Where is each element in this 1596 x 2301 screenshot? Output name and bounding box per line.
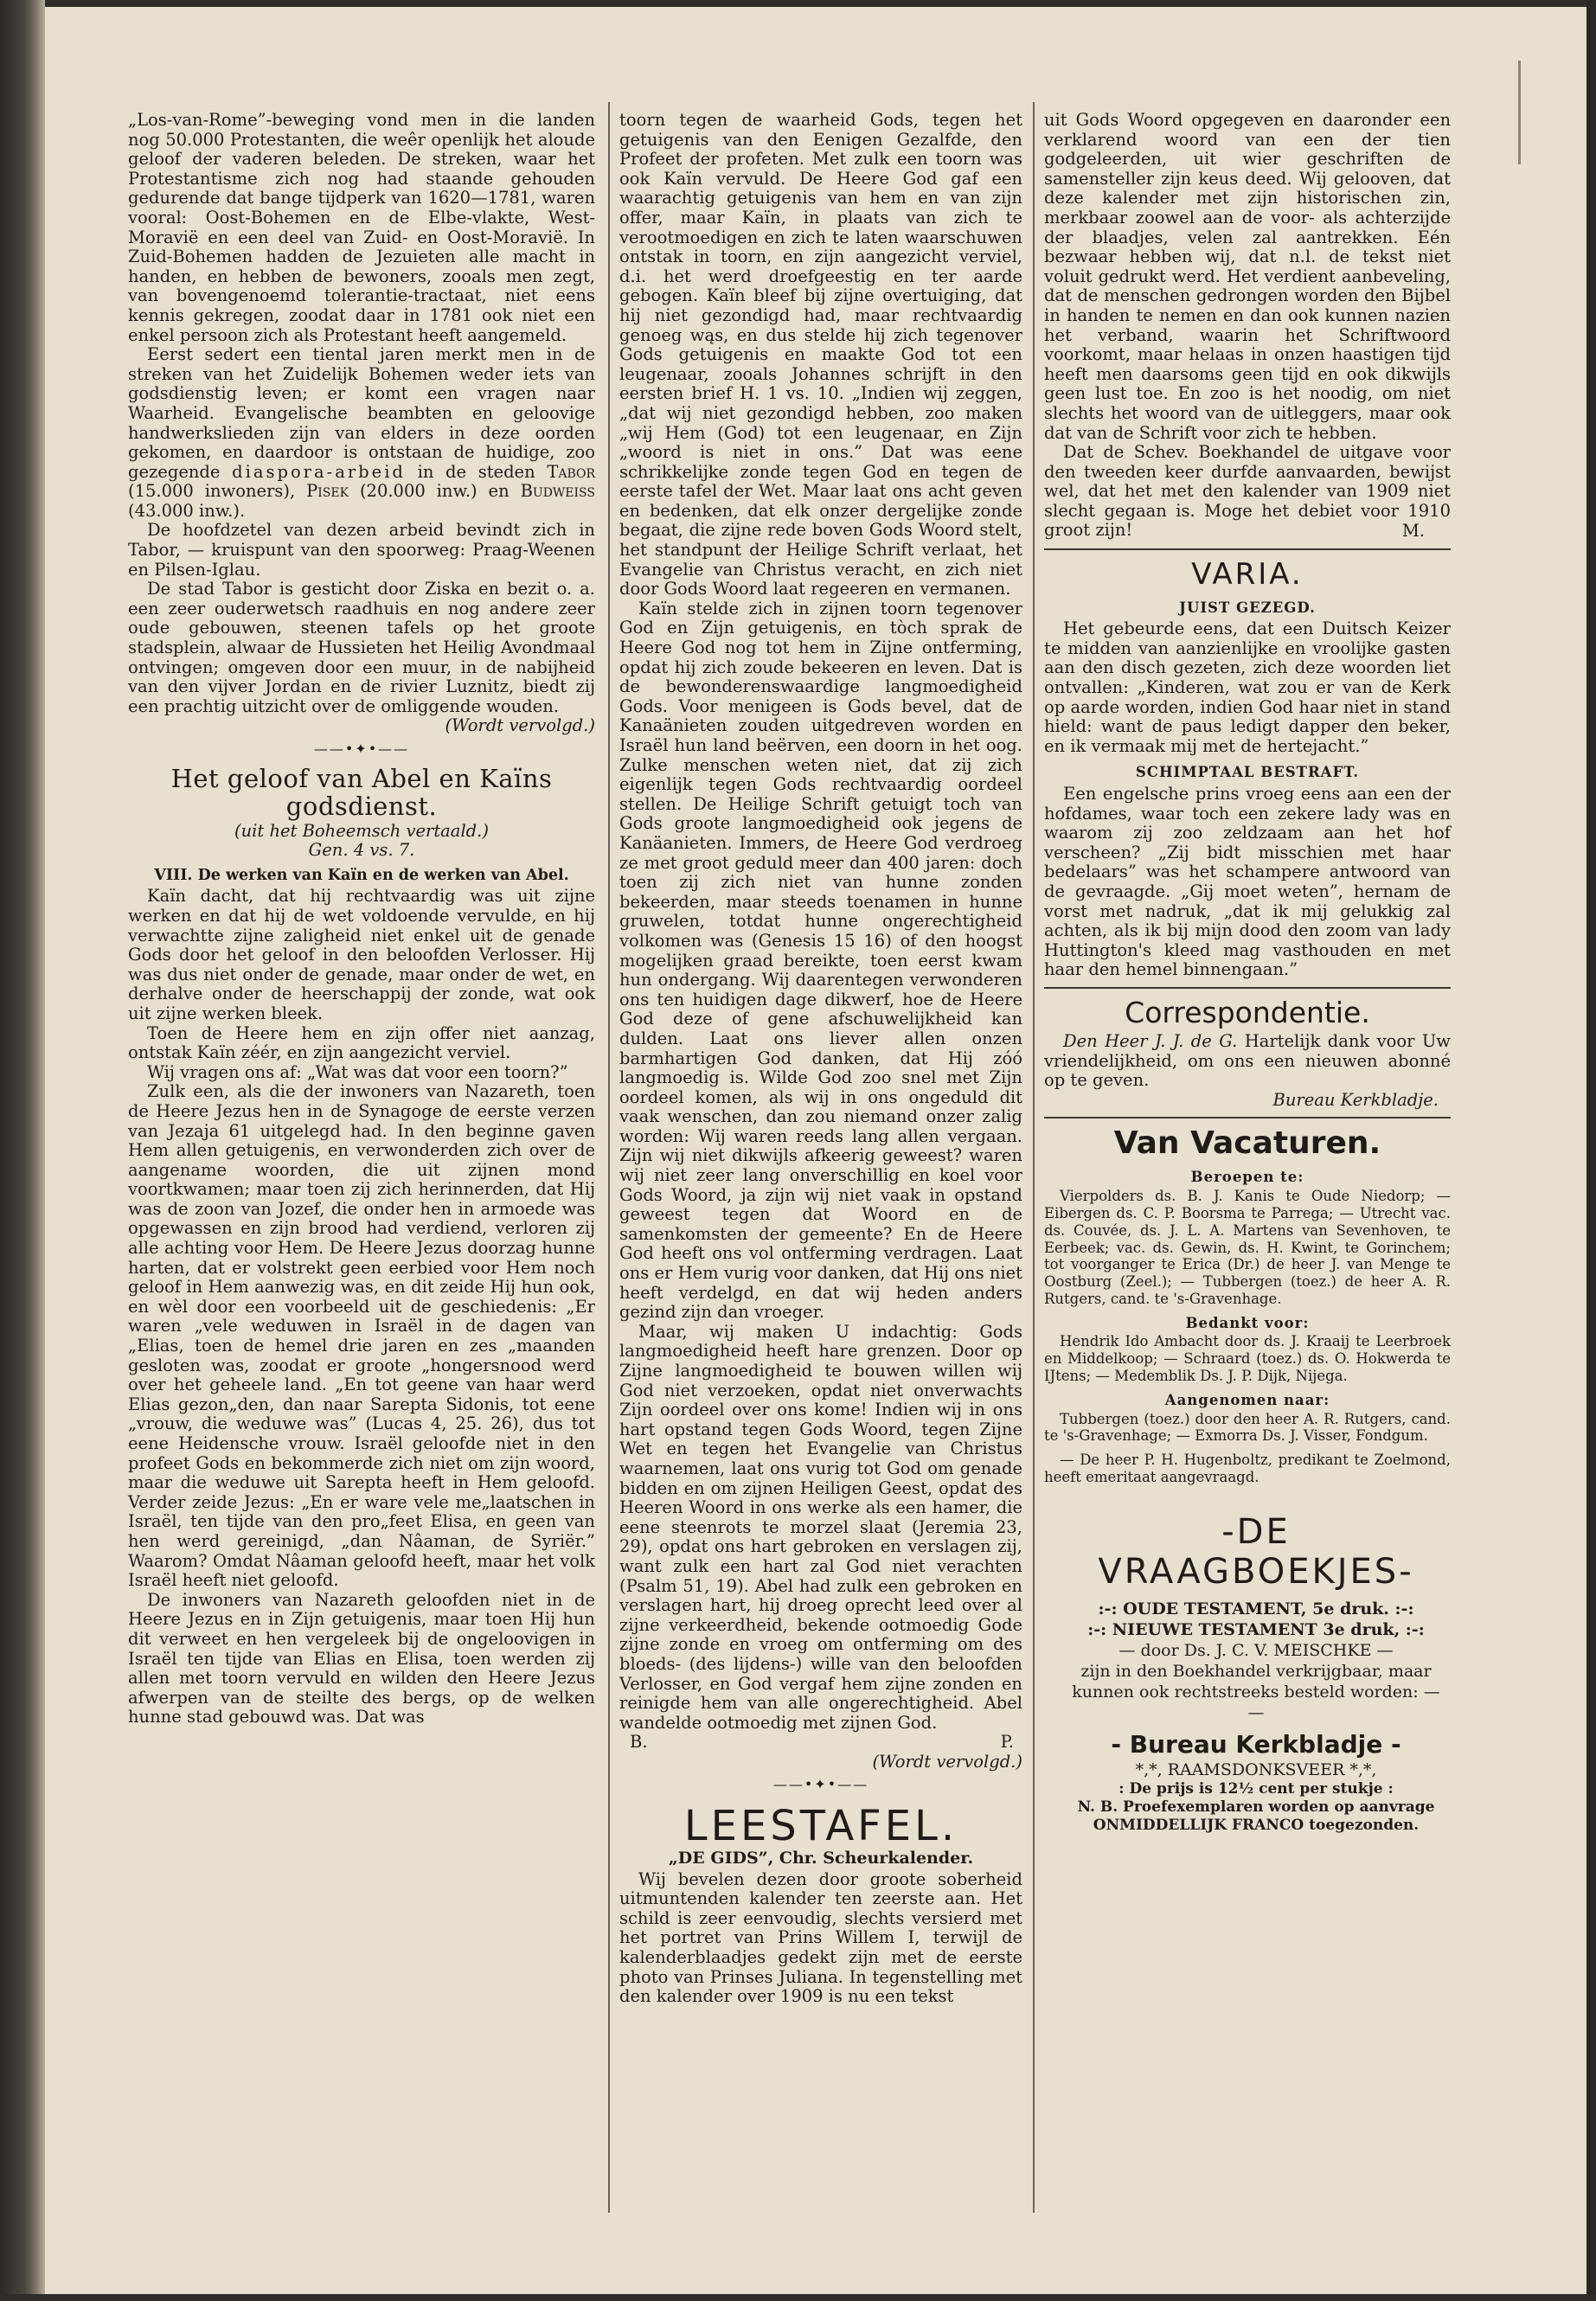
page-top-edge	[0, 0, 1596, 7]
paragraph: Zulk een, als die der inwoners van Nazareth, toen de Heere Jezus hen in de Synagoge de eerste verzen van Jezaja 61 uitgelegd had. In den beginne gaven Hem allen getuigenis, en verwonderden zich over de aangename woorden, die uit zijnen mond voortkwamen; maar toen zij zich herinnerden, dat Hij was de zoon van Jozef, die onder hen in armoede was opgewassen en zijn brood had verdiend, verloren zij alle achting voor Hem. De Heere Jezus doorzag hunne harten, dat er volstrekt geen eerbied voor Hem noch geloof in Hem aanwezig was, en dit zeide Hij hun ook, en wèl door een voorbeeld uit de geschiedenis: „Er waren „vele weduwen in Israël in de dagen van „Elias, toen de hemel drie jaren en zes „maanden gesloten was, zoodat er groote „hongersnood werd over het geheele land. „En tot geene van haar werd Elias gezon„den, dan naar Sarepta Sidonis, tot eene „vrouw, die weduwe was” (Lucas 4, 25. 26), dus tot eene Heidensche vrouw. Israël geloofde niet in den profeet Gods en bekommerde zich niet om zijn woord, maar die weduwe uit Sarepta heeft in Hem geloofd. Verder zeide Jezus: „En er ware vele me„laatschen in Israël, ten tijde van den pro„feet Elisa, en geen van hen werd gereinigd, „dan Nâaman, de Syriër.” Waarom? Omdat Nâaman geloofd heeft, maar het volk Israël heeft niet geloofd.	[128, 1081, 595, 1591]
advertisement	[1070, 1512, 1442, 1835]
city-tabor: Tabor	[547, 461, 596, 482]
article-title-line-1: Het geloof van Abel en Kaïns	[170, 763, 553, 793]
paragraph: Tubbergen (toez.) door den heer A. R. Rutgers, cand. te 's-Gravenhage; — Exmorra Ds. J. Visser, Fondgum.	[1044, 1410, 1451, 1445]
city-budweiss: Budweiss	[520, 481, 595, 502]
article-subtitle: (uit het Boheemsch vertaald.)	[234, 820, 489, 841]
page-right-edge	[1586, 0, 1596, 2301]
margin-mark	[1518, 61, 1521, 164]
leestafel-subheading: „DE GIDS”, Chr. Scheurkalender.	[668, 1849, 974, 1868]
signature: M.	[1401, 521, 1425, 542]
text-span: Eerst sedert een tiental jaren merkt men in de streken van het Zuidelijk Bohemen weder iets van godsdienstig leven; er komt een vragen naar Waarheid. Evangelische beambten en geloovige handwerkslieden zijn van elders in deze oorden gekomen, en daardoor is ontstaan de huidige, zoo gezegende	[128, 344, 595, 482]
ad-price: : De prijs is 12½ cent per stukje :	[1118, 1779, 1394, 1798]
text-span: (15.000 inwoners),	[128, 481, 296, 502]
ornament-divider: ——•✦•——	[772, 1776, 869, 1793]
varia-subheading: JUIST GEZEGD.	[1179, 599, 1316, 616]
text-span: (43.000 inw.).	[128, 500, 246, 521]
column-3	[1044, 111, 1451, 1835]
vacaturen-subheading: Aangenomen naar:	[1164, 1391, 1330, 1408]
paragraph: Dat de Schev. Boekhandel de uitgave voor den tweeden keer durfde aanvaarden, bewijst wel, dat het met den kalender van 1909 niet slecht gegaan is. Moge het debiet voor 1910 groot zijn!	[1044, 442, 1451, 541]
paragraph: De stad Tabor is gesticht door Ziska en bezit o. a. een zeer ouderwetsch raadhuis en nog andere zeer oude gebouwen, steenen tafels op het groote stadsplein, alwaar de Hussieten het Heilig Avondmaal ontvingen; omgeven door een muur, in de nabijheid van den vijver Jordan en de rivier Luznitz, biedt zij een prachtig uitzicht over de omliggende wouden.	[128, 579, 595, 716]
paragraph: De inwoners van Nazareth geloofden niet in de Heere Jezus en in Zijn getuigenis, maar toen Hij hun dit verweet en hen vergeleek bij de ongeloovigen in Israël ten tijde van Elias en Elisa, toen werden zij allen met toorn vervuld en wilden den Heere Jezus afwerpen van de steilte des bergs, op de welken hunne stad gebouwd was. Dat was	[128, 1589, 595, 1727]
paragraph: „Los-van-Rome”-beweging vond men in die landen nog 50.000 Protestanten, die weêr openlijk het aloude geloof der vaderen beleden. De streken, waar het Protestantisme zich nog had staande gehouden gedurende dat bange tijdperk van 1620—1781, waren vooral: Oost-Bohemen en de Elbe-vlakte, West-Moravië en een deel van Zuid- en Oost-Moravië. In Zuid-Bohemen hadden de Jezuieten alle macht in handen, en hebben de bewoners, zooals men zegt, van bovengenoemd tolerantie-tractaat, niet eens kennis gekregen, zoodat daar in 1781 ook niet een enkel persoon zich als Protestant heeft aangemeld.	[128, 110, 595, 345]
column-divider-1	[608, 102, 610, 2213]
ad-proof: N. B. Proefexemplaren worden op aanvrage ONMIDDELLIJK FRANCO toegezonden.	[1077, 1798, 1435, 1834]
ad-line: :-: NIEUWE TESTAMENT 3e druk, :-:	[1087, 1619, 1425, 1639]
paragraph: Wij bevelen dezen door groote soberheid uitmuntenden kalender ten zeerste aan. Het schild is zeer eenvoudig, slechts versierd met het portret van Prins Willem I, terwijl de kalenderblaadjes gedekt zijn met de eerste photo van Prinses Juliana. In tegenstelling met den kalender over 1909 is nu een tekst	[619, 1868, 1022, 2007]
column-divider-2	[1033, 102, 1035, 2213]
section-rule	[1044, 548, 1451, 550]
vacaturen-subheading: Bedankt voor:	[1185, 1314, 1310, 1331]
vacaturen-heading: Van Vacaturen.	[1113, 1125, 1381, 1162]
ad-title: -DE VRAAGBOEKJES-	[1098, 1511, 1414, 1592]
continued-note: (Wordt vervolgd.)	[872, 1751, 1022, 1772]
ornament-divider: ——•✦•——	[313, 740, 410, 757]
correspondentie-heading: Correspondentie.	[1125, 995, 1370, 1029]
paragraph: Hendrik Ido Ambacht door ds. J. Kraaij te Leerbroek en Middelkoop; — Schraard (toez.) ds. O. Hokwerda te IJtens; — Medemblik Ds. J. P. Dijk, Nijega.	[1044, 1333, 1451, 1385]
spaced-text: diaspora-arbeid	[232, 461, 406, 482]
paragraph: uit Gods Woord opgegeven en daaronder een verklarend woord van een der tien godgeleerden, uit wier geschriften de samensteller zijn keus deed. Wij gelooven, dat deze kalender met zijn historischen zin, merkbaar zoowel aan de voor- als achterzijde der blaadjes, velen zal aantrekken. Eén bezwaar hebben wij, dat n.l. de tekst niet voluit gedrukt werd. Het verdient aanbeveling, dat de menschen gedrongen worden den Bijbel in handen te nemen en dan ook kunnen nazien het verband, waarin het Schriftwoord voorkomt, maar helaas in onzen haastigen tijd heeft men daarsoms geen tijd en ook dikwijls geen lust toe. En zoo is het noodig, om niet slechts het woord van de uitleggers, maar ook dat van de Schrift voor zich te hebben.	[1044, 110, 1451, 443]
vacaturen-subheading: Beroepen te:	[1190, 1169, 1304, 1186]
paragraph: Kaïn stelde zich in zijnen toorn tegenover God en Zijn getuigenis, en tòch sprak de Heere God nog tot hem in Zijne ontferming, opdat hij zich zoude bekeeren en leven. Dat is de bewonderenswaardige langmoedigheid Gods. Voor menigeen is Gods bevel, dat de Kanaänieten zouden uitgedreven worden en Israël hun land beërven, een doorn in het oog. Zulke menschen weten niet, dat zij zich eigenlijk tegen Gods rechtvaardig oordeel stellen. De Heilige Schrift getuigt toch van Gods groote langmoedigheid ook jegens de Kanäanieten. Immers, de Heere God verdroeg ze met groot geduld meer dan 400 jaren: doch toen zij zich niet van hunne zonden bekeerden, maar steeds toenamen in hunne gruwelen, totdat hunne ongerechtigheid volkomen was (Genesis 15 16) of den hoogst mogelijken graad bereikte, toen eerst kwam hun ondergang. Wij daarentegen verwonderen ons ten huidigen dage dikwerf, hoe de Heere God deze of gene afschuwelijkheid kan dulden. Laat ons liever allen onzen barmhartigen God danken, dat Hij zóó langmoedig is. Wilde God zoo snel met Zijn oordeel komen, als wij in ons ongeduld dit vaak wenschen, dan zou niemand onzer zalig worden: Wij waren reeds lang allen vergaan. Zijn wij niet dikwijls afkeerig geweest? waren wij niet zeer lang onverschillig en koel voor Gods Woord, ja zijn wij niet vaak in opstand geweest tegen dat Woord en de samenkomsten der gemeente? En de Heere God heeft ons vol ontferming verdragen. Laat ons er Hem vurig voor danken, dat Hij ons niet heeft verdelgd, en dat wij heden anders gezind zijn dan vroeger.	[619, 598, 1022, 1323]
paragraph: — De heer P. H. Hugenboltz, predikant te Zoelmond, heeft emeritaat aangevraagd.	[1044, 1452, 1451, 1486]
ad-line: — door Ds. J. C. V. MEISCHKE —	[1118, 1640, 1394, 1660]
paragraph: Maar, wij maken U indachtig: Gods langmoedigheid heeft hare grenzen. Door op Zijne langmoedigheid te bouwen willen wij God niet verzoeken, opdat niet onverwachts Zijn oordeel over ons kome! Indien wij in ons hart opstand tegen Gods Woord, tegen Zijne Wet en tegen het Evangelie van Christus waarnemen, laat ons vurig tot God om genade bidden en om zijnen Heiligen Geest, opdat des Heeren Woord in ons werke als een hamer, die eene steenrots te morzel slaat (Jeremia 23, 29), opdat ons hart gebroken en verslagen zij, want zulk een hart zal God niet verachten (Psalm 51, 19). Abel had zulk een gebroken en verslagen hart, hij droeg oprecht leed over al zijne verkeerdheid, bekende ootmoedig Gode zijne zonde en vroeg om ontferming om des bloeds- (des lijdens-) wille van den beloofden Verlosser, en God vergaf hem zijne zonden en reinigde hem van alle ongerechtigheid. Abel wandelde ootmoedig met zijnen God.	[619, 1321, 1022, 1733]
varia-heading: VARIA.	[1191, 556, 1304, 592]
column-2	[619, 111, 1022, 2007]
continued-note: (Wordt vervolgd.)	[445, 715, 595, 736]
ad-place: *,*, RAAMSDONKSVEER *,*,	[1135, 1759, 1377, 1779]
section-rule	[1044, 987, 1451, 989]
paragraph: Een engelsche prins vroeg eens aan een der hofdames, waar toch een zekere lady was en waarom zij zoo zeldzaam aan het hof verscheen? „Zij bidt misschien met haar bedelaars” was het schampere antwoord van de gevraagde. „Gij moet weten”, hernam de vorst met nadruk, „dat ik mij gelukkig zal achten, als ik bij mijn dood den zoom van lady Huttington's kleed mag vasthouden en met haar den hemel binnengaan.”	[1044, 784, 1451, 980]
correspondentie-text	[1044, 1032, 1451, 1091]
leestafel-heading: LEESTAFEL.	[683, 1802, 958, 1851]
paragraph: Wij vragen ons af: „Wat was dat voor een toorn?”	[147, 1061, 568, 1082]
city-pisek: Pisek	[306, 481, 349, 502]
binding-spine	[0, 0, 45, 2301]
signature-left: B.	[630, 1732, 648, 1753]
text-span: (20.000 inw.) en	[359, 481, 510, 502]
paragraph-diaspora	[128, 345, 595, 521]
column-1	[128, 111, 595, 1727]
page-bottom-edge	[0, 2294, 1596, 2301]
ad-bureau: - Bureau Kerkbladje -	[1111, 1729, 1401, 1759]
paragraph: Vierpolders ds. B. J. Kanis te Oude Niedorp; — Eibergen ds. C. P. Boorsma te Parrega; — Utrecht vac. ds. Couvée, ds. J. L. A. Martens van Sevenhoven, te Eerbeek; vac. ds. Gewin, ds. H. Kwint, te Gorinchem; tot voorganger te Erica (Dr.) de heer J. van Menge te Oostburg (Zeel.); — Tubbergen (toez.) de heer A. R. Rutgers, cand. te 's-Gravenhage.	[1044, 1188, 1451, 1307]
signature-row	[619, 1733, 1022, 1753]
article-title	[128, 765, 595, 820]
addressee: Den Heer J. J. de G.	[1063, 1030, 1238, 1051]
signature-right: P.	[1000, 1732, 1014, 1753]
scripture-reference: Gen. 4 vs. 7.	[308, 840, 415, 861]
vacaturen-block	[1044, 1169, 1451, 1486]
varia-subheading: SCHIMPTAAL BESTRAFT.	[1135, 764, 1360, 781]
correspondentie-signature: Bureau Kerkbladje.	[1272, 1089, 1439, 1110]
section-rule	[1044, 1117, 1451, 1118]
paragraph: De hoofdzetel van dezen arbeid bevindt zich in Tabor, — kruispunt van den spoorweg: Praag-Weenen en Pilsen-Iglau.	[128, 520, 595, 580]
paragraph: Het gebeurde eens, dat een Duitsch Keizer te midden van aanzienlijke en vroolijke gasten aan den disch gezeten, zich deze woorden liet ontvallen: „Kinderen, wat zou er van de Kerk op aarde worden, indien God haar niet in stand hield: want de paus ledigt dapper den beker, en ik vermaak mij met de hertejacht.”	[1044, 619, 1451, 756]
paragraph: Toen de Heere hem en zijn offer niet aanzag, ontstak Kaïn zéér, en zijn aangezicht verviel.	[128, 1022, 595, 1063]
ad-line: :-: OUDE TESTAMENT, 5e druk. :-:	[1098, 1599, 1414, 1618]
article-title-line-2: godsdienst.	[285, 791, 438, 821]
section-heading: VIII. De werken van Kaïn en de werken van Abel.	[154, 866, 569, 884]
text-span: in de steden	[417, 461, 535, 482]
paragraph: toorn tegen de waarheid Gods, tegen het getuigenis van den Eenigen Gezalfde, den Profeet der profeten. Met zulk een toorn was ook Kaïn vervuld. De Heere God gaf een waarachtig getuigenis van hem en van zijn offer, maar Kaïn, in plaats van zich te verootmoedigen en zich te laten waarschuwen ontstak in toorn, en zijn aangezicht verviel, d.i. het werd droefgeestig en ter aarde gebogen. Kaïn bleef bij zijne overtuiging, dat hij niet gezondigd had, maar rechtvaardig genoeg wąs, en dus stelde hij zich tegenover Gods getuigenis en maakte God tot een leugenaar, zooals Johannes schrijft in den eersten brief H. 1 vs. 10. „Indien wij zeggen, „dat wij niet gezondigd hebben, zoo maken „wij Hem (God) tot een leugenaar, en Zijn „woord is niet in ons.” Dat was eene schrikkelijke zonde tegen God en tegen de eerste tafel der Wet. Maar laat ons acht geven en bedenken, dat elk onzer dergelijke zonde begaat, die zijne rede boven Gods Woord stelt, het standpunt der Heilige Schrift verlaat, het Evangelie van Christus veracht, en zich niet door Gods Woord laat regeeren en vermanen.	[619, 110, 1022, 599]
paragraph: Kaïn dacht, dat hij rechtvaardig was uit zijne werken en dat hij de wet voldoende vervulde, en hij verwachtte zijne zaligheid niet enkel uit de genade Gods door het geloof in den beloofden Verlosser. Hij was dus niet onder de genade, maar onder de wet, en derhalve onder de heerschappij der zonde, wat ook uit zijne werken bleek.	[128, 886, 595, 1023]
ad-line: zijn in den Boekhandel verkrijgbaar, maar kunnen ook rechtstreeks besteld worden: — —	[1072, 1661, 1440, 1722]
text-span: Hartelijk dank voor Uw vriendelijkheid, om ons een nieuwen abonné op te geven.	[1044, 1030, 1451, 1091]
